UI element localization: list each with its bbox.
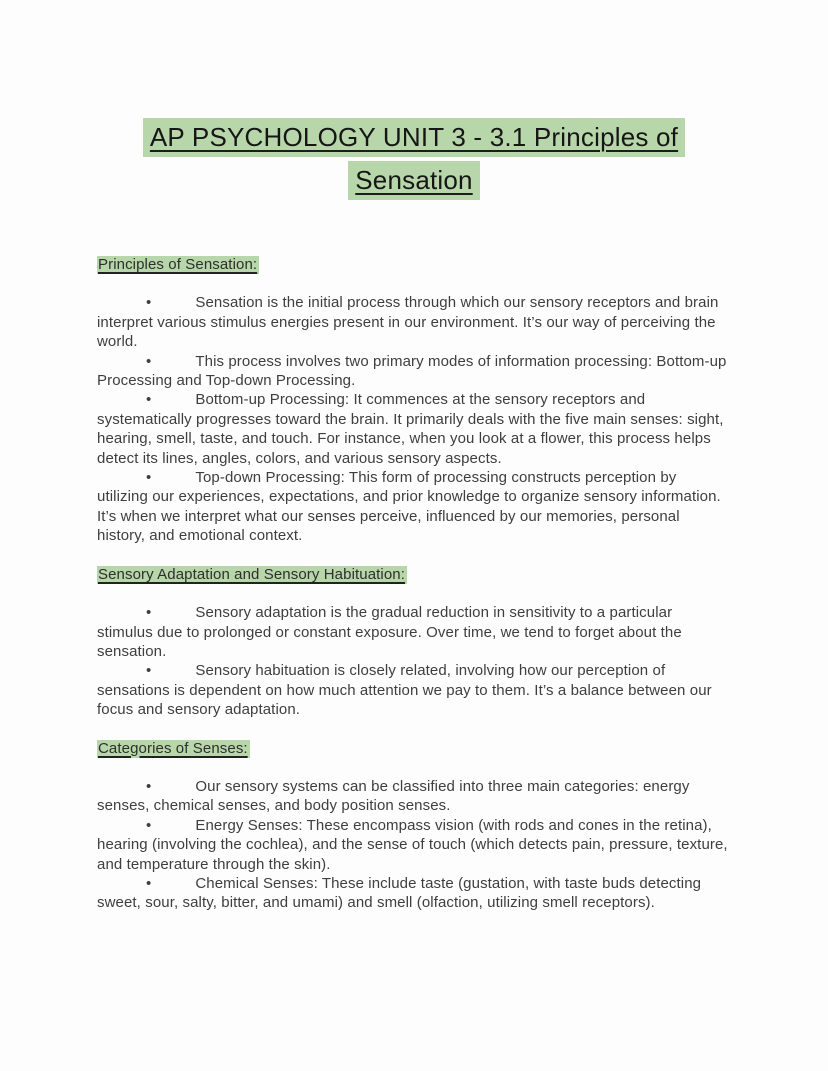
bullet-item (97, 661, 731, 719)
bullet-glyph: • (146, 777, 152, 795)
bullet-glyph: • (146, 816, 152, 834)
section-sensory-adaptation-habituation (97, 565, 731, 720)
bullet-item (97, 352, 731, 391)
title-line-2: Sensation (348, 161, 479, 200)
section-heading-text: Sensory Adaptation and Sensory Habituation: (98, 565, 406, 583)
bullet-glyph: • (146, 469, 152, 487)
bullet-item (97, 293, 731, 351)
section-principles-of-sensation (97, 255, 731, 546)
bullet-text: Sensation is the initial process through which our sensory receptors and brain interpret various stimulus energies present in our environment. It’s our way of perceiving the world. (97, 294, 719, 351)
section-heading (97, 739, 731, 758)
bullet-glyph: • (146, 874, 152, 892)
bullet-glyph: • (146, 352, 152, 370)
section-heading (97, 565, 731, 584)
bullet-text: This process involves two primary modes of information processing: Bottom-up Processing and Top-down Processing. (97, 352, 727, 390)
section-categories-of-senses (97, 739, 731, 913)
section-heading (97, 255, 731, 274)
bullet-item (97, 777, 731, 816)
section-heading-text: Categories of Senses: (98, 739, 248, 757)
bullet-glyph: • (146, 604, 152, 622)
bullet-item (97, 390, 731, 468)
document-title (97, 0, 731, 202)
bullet-text: Chemical Senses: These include taste (gustation, with taste buds detecting sweet, sour, salty, bitter, and umami) and smell (olfaction, utilizing smell receptors). (97, 874, 702, 912)
bullet-item (97, 603, 731, 661)
bullet-glyph: • (146, 391, 152, 409)
bullet-item (97, 816, 731, 874)
bullet-text: Sensory adaptation is the gradual reduction in sensitivity to a particular stimulus due to prolonged or constant exposure. Over time, we tend to forget about the sensation. (97, 604, 682, 660)
bullet-glyph: • (146, 662, 152, 680)
bullet-text: Energy Senses: These encompass vision (with rods and cones in the retina), hearing (involving the cochlea), and the sense of touch (which detects pain, pressure, texture, and temperature through the skin). (97, 816, 728, 873)
bullet-item (97, 468, 731, 546)
bullet-item (97, 874, 731, 913)
section-heading-text: Principles of Sensation: (98, 256, 258, 273)
bullet-text: Bottom-up Processing: It commences at the sensory receptors and systematically progresses toward the brain. It primarily deals with the five main senses: sight, hearing, smell, taste, and touch. For instance, when you look at a flower, this process helps detect its lines, angles, colors, and various sensory aspects. (97, 391, 724, 467)
bullet-text: Our sensory systems can be classified into three main categories: energy senses, chemical senses, and body position senses. (97, 777, 690, 815)
bullet-glyph: • (146, 294, 152, 312)
bullet-text: Sensory habituation is closely related, involving how our perception of sensations is dependent on how much attention we pay to them. It’s a balance between our focus and sensory adaptation. (97, 662, 712, 719)
title-line-1: AP PSYCHOLOGY UNIT 3 - 3.1 Principles of (143, 118, 685, 157)
bullet-text: Top-down Processing: This form of processing constructs perception by utilizing our experiences, expectations, and prior knowledge to organize sensory information. It’s when we interpret what our senses perceive, influenced by our memories, personal history, and emotional context. (97, 469, 721, 545)
